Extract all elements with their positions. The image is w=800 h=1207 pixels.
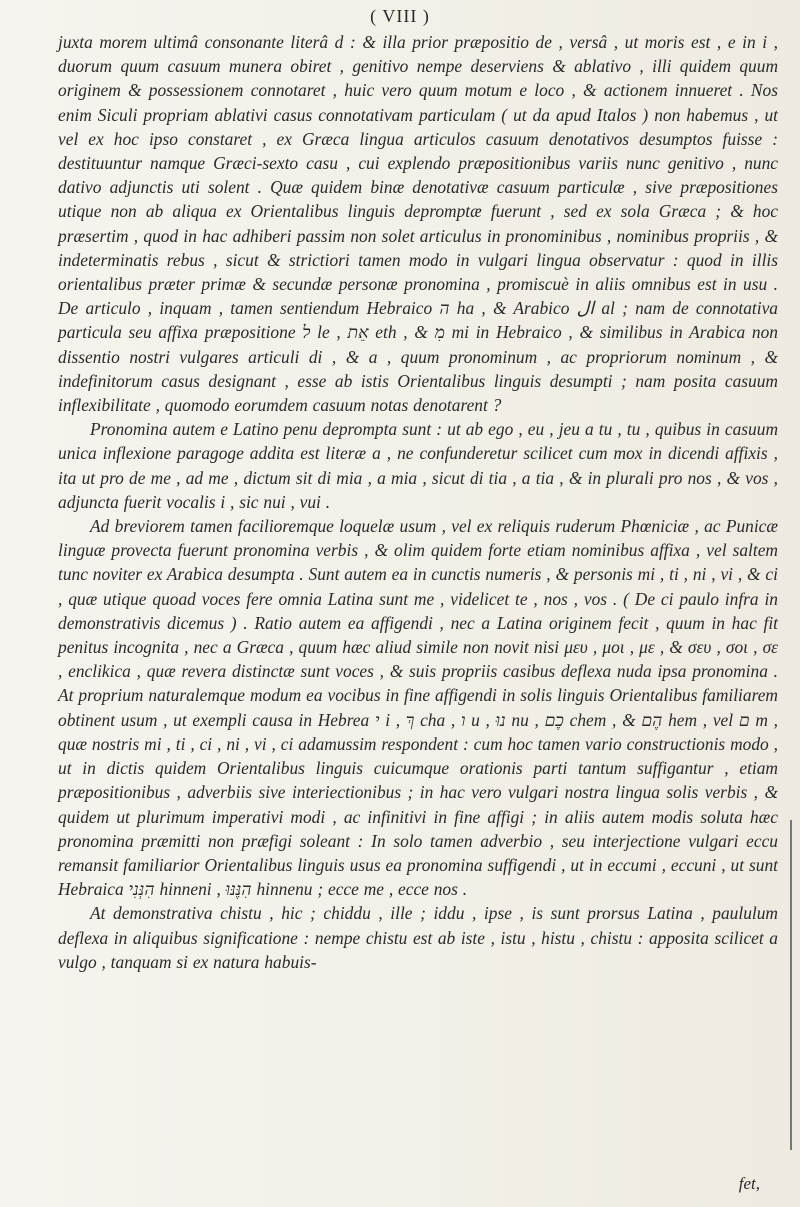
- page-number: ( VIII ): [370, 6, 430, 26]
- margin-rule: [790, 820, 792, 1150]
- main-text: [58, 30, 778, 974]
- catchword: fet,: [738, 1174, 760, 1193]
- paragraph-breviorem: Ad breviorem tamen facilioremque loquelæ usum , vel ex reliquis ruderum Phœniciæ , ac Punicæ linguæ provecta fuerunt pronomina verbis , & olim quidem forte etiam nominibus affixa , vel saltem tunc noviter ex Arabica desumpta . Sunt autem ea in cunctis numeris , & personis mi , ti , ni , vi , & ci , quæ utique quoad voces fere omnia Latina sunt me , videlicet te , nos , vos . ( De ci paulo infra in demonstrativis dicemus ) . Ratio autem ea affigendi , nec a Latina originem fecit , quum in hac fit penitus incognita , nec a Græca , quum hæc aliud simile non novit nisi μευ , μοι , με , & σευ , σοι , σε , enclikica , quæ revera distinctæ sunt voces , & suis propriis casibus deflexa nuda ipsa pronomina . At proprium naturalemque modum ea vocibus in fine affigendi in solis linguis Orientalibus familiarem obtinent usum , ut exempli causa in Hebrea י i , ךְ cha , ו u , נוּ nu , כֶם chem , & הֶם hem , vel ם m , quæ nostris mi , ti , ci , ni , vi , ci adamussim respondent : cum hoc tamen vario constructionis modo , ut in dictis quidem Orientalibus linguis cuicumque orationis parti tantum suffigantur , etiam præpositionibus , adverbiis sive interiectionibus ; in hac vero vulgari nostra lingua solis verbis , & quidem ut plurimum imperativi modi , ac infinitivi in fine affigi ; in aliis autem modis soluta hæc pronomina præmitti non præfigi soleant : In solo tamen adverbio , seu interjectione vulgari eccu remansit familiarior Orientalibus linguis usus ea pronomina suffigendi , ut in eccumi , eccuni , ut sunt Hebraica הִנְּנִי hinneni , הִנֶּנּוּ hinnenu ; ecce me , ecce nos .: [58, 516, 778, 900]
- paragraph-pronomina: Pronomina autem e Latino penu deprompta sunt : ut ab ego , eu , jeu a tu , tu , quibus in casuum unica inflexione paragoge addita est literæ a , ne confunderetur scilicet cum mox in dicendi affixis , ita ut pro de me , ad me , dictum sit di mia , a mia , sicut di tia , a tia , & in plurali pro nos , & vos , adjuncta fuerit vocalis i , sic nui , vui .: [58, 419, 778, 512]
- paragraph-continuation: juxta morem ultimâ consonante literâ d : & illa prior præpositio de , versâ , ut moris est , e in i , duorum quum casuum munera obiret , genitivo nempe deserviens & ablativo , illi quidem quum originem & possessionem connotaret , huic vero quum motum e loco , & actionem innueret . Nos enim Siculi propriam ablativi casus connotativam particulam ( ut da apud Italos ) non habemus , ut vel ex hoc ipso constaret , ex Græca lingua articulos casuum denotativos desumptos fuisse : destituuntur namque Græci-sexto casu , cui explendo præpositionibus variis nunc genitivo , nunc dativo adjunctis uti solent . Quæ quidem binæ denotativæ casuum particulæ , sive præpositiones utique non ab aliqua ex Orientalibus linguis depromptæ fuerunt , sed ex sola Græca ; & hoc præsertim , quod in hac adhiberi passim non solet articulus in pronominibus , nominibus propriis , & indeterminatis rebus , sicut & strictiori tamen modo in vulgari lingua observatur : quod in illis orientalibus præter primæ & secundæ personæ pronomina , promiscuè in aliis omnibus est in usu . De articulo , inquam , tamen sentiendum Hebraico ה ha , & Arabico ال al ; nam de connotativa particula seu affixa præpositione ל le , אֵת eth , & מִ mi in Hebraico , & similibus in Arabica non dissentio nostri vulgares articuli di , & a , quum pronominum , ac propriorum nominum , & indefinitorum casus designant , esse ab istis Orientalibus linguis desumpti ; nam posita casuum inflexibilitate , quomodo eorumdem casuum notas denotarent ?: [58, 32, 778, 416]
- paragraph-demonstrativa: At demonstrativa chistu , hic ; chiddu , ille ; iddu , ipse , is sunt prorsus Latina , paululum deflexa in aliquibus significatione : nempe chistu est ab iste , istu , histu , chistu : apposita scilicet a vulgo , tanquam si ex natura habuis-: [58, 903, 778, 972]
